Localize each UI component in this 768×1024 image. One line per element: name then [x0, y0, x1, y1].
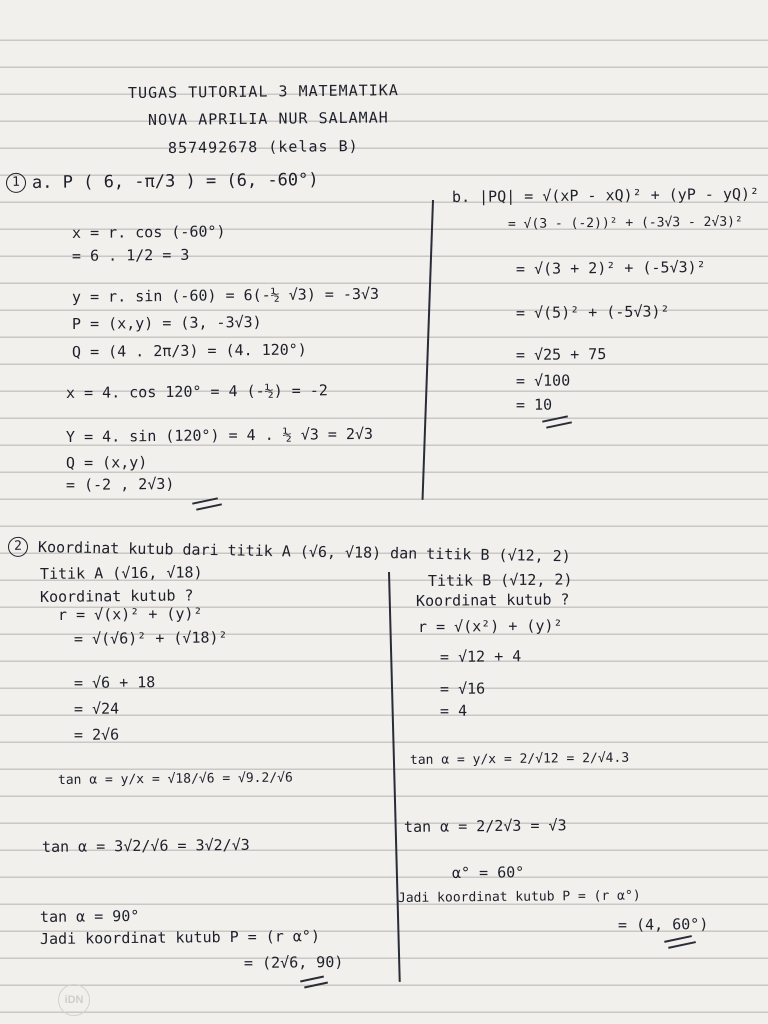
- q2-left-line: = √6 + 18: [73, 673, 156, 692]
- q1b-line: = 10: [515, 395, 553, 414]
- question-2-number: [8, 536, 32, 557]
- q2-right-line: tan α = 2/2√3 = √3: [403, 816, 567, 836]
- student-id-class: 857492678 (kelas B): [167, 137, 359, 157]
- q1b-line: = √(5)² + (-5√3)²: [515, 302, 670, 322]
- q1a-line: Q = (4 . 2π/3) = (4. 120°): [71, 340, 307, 361]
- double-underline-mark: [664, 935, 692, 942]
- q2-right-line: Titik B (√12, 2): [427, 570, 573, 590]
- double-underline-mark: [196, 503, 222, 510]
- q2-right-line: Koordinat kutub ?: [415, 590, 570, 610]
- double-underline-mark: [192, 497, 218, 504]
- q1a-line: = 6 . 1/2 = 3: [71, 245, 190, 265]
- q2-left-line: = 2√6: [73, 725, 120, 744]
- q2-left-line: = √(√6)² + (√18)²: [73, 628, 228, 648]
- double-underline-mark: [546, 421, 572, 428]
- q1b-line: b. |PQ| = √(xP - xQ)² + (yP - yQ)²: [451, 184, 760, 206]
- q1a-line: Q = (x,y): [65, 453, 148, 472]
- q2-left-line: = √24: [73, 699, 120, 718]
- q2-intro: Koordinat kutub dari titik A (√6, √18) dan titik B (√12, 2): [37, 538, 571, 566]
- q1b-line: = √(3 - (-2))² + (-3√3 - 2√3)²: [507, 214, 743, 232]
- q1b-line: = √25 + 75: [515, 345, 607, 364]
- q2-right-line: tan α = y/x = 2/√12 = 2/√4.3: [409, 750, 630, 768]
- student-name: NOVA APRILIA NUR SALAMAH: [147, 108, 389, 129]
- q2-left-line: Titik A (√16, √18): [39, 563, 203, 583]
- section-divider: [422, 200, 434, 500]
- q1a-line: x = r. cos (-60°): [71, 222, 226, 242]
- q2-left-line: tan α = 90°: [39, 906, 140, 926]
- section-divider: [388, 572, 400, 982]
- q2-right-line: = 4: [439, 701, 468, 720]
- question-number-circle: 1: [6, 173, 26, 193]
- q2-right-line: = √12 + 4: [439, 647, 522, 666]
- double-underline-mark: [300, 976, 324, 982]
- q2-left-line: = (2√6, 90): [243, 952, 344, 972]
- q2-right-line: = (4, 60°): [617, 915, 709, 934]
- q1a-line: P = (x,y) = (3, -3√3): [71, 313, 262, 333]
- double-underline-mark: [304, 982, 328, 988]
- q1a-line: y = r. sin (-60) = 6(-½ √3) = -3√3: [71, 284, 380, 306]
- q2-left-line: Jadi koordinat kutub P = (r α°): [39, 927, 321, 948]
- title-line: TUGAS TUTORIAL 3 MATEMATIKA: [127, 81, 399, 102]
- double-underline-mark: [668, 941, 696, 948]
- q2-right-line: r = √(x²) + (y)²: [417, 616, 563, 636]
- q1a-line: Y = 4. sin (120°) = 4 . ½ √3 = 2√3: [65, 424, 374, 446]
- q2-left-line: tan α = y/x = √18/√6 = √9.2/√6: [57, 770, 293, 788]
- q1a-line: x = 4. cos 120° = 4 (-½) = -2: [65, 381, 328, 402]
- double-underline-mark: [542, 415, 568, 422]
- watermark-logo: iDN: [58, 984, 90, 1016]
- question-1-number: [6, 172, 30, 193]
- q1b-line: = √100: [515, 371, 571, 390]
- q2-right-line: Jadi koordinat kutub P = (r α°): [397, 888, 641, 906]
- q1a-line: a. P ( 6, -π/3 ) = (6, -60°): [31, 169, 319, 193]
- q2-left-line: r = √(x)² + (y)²: [57, 604, 203, 624]
- q2-right-line: α° = 60°: [451, 863, 525, 882]
- q1b-line: = √(3 + 2)² + (-5√3)²: [515, 258, 706, 278]
- question-number-circle: 2: [8, 537, 28, 557]
- q2-left-line: tan α = 3√2/√6 = 3√2/√3: [41, 835, 250, 856]
- q2-right-line: = √16: [439, 679, 486, 698]
- q1a-line: = (-2 , 2√3): [65, 474, 175, 494]
- q2-left-line: Koordinat kutub ?: [39, 586, 194, 606]
